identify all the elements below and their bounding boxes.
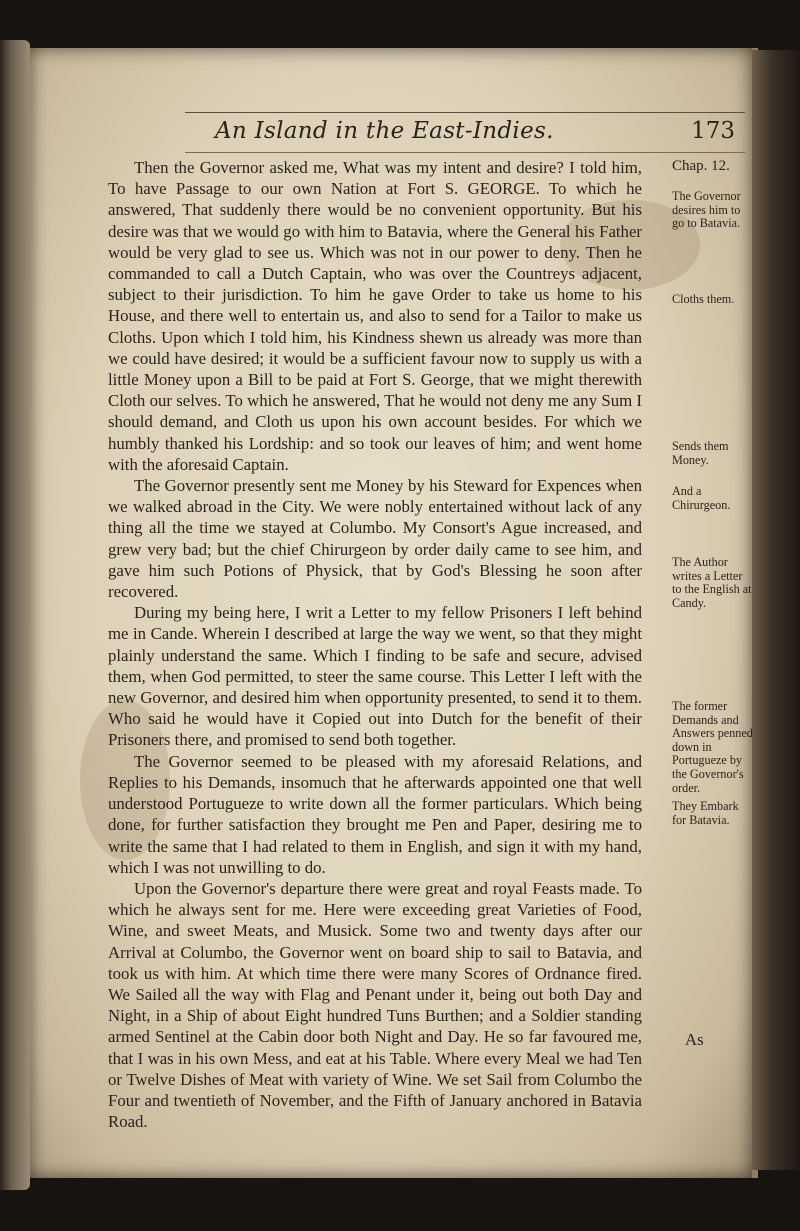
sidenote: Sends them Money. [672,439,729,467]
sidenote: The former Demands and Answers penned down in Portugueze by the Governor's order. [672,699,753,795]
page-edge-shadow [752,50,800,1170]
page-number: 173 [691,118,735,144]
body-text [108,157,642,1132]
sidenote-chapter: Chap. 12. [672,158,730,174]
sidenote: The Governor desires him to go to Batavia. [672,189,741,231]
paragraph: The Governor seemed to be pleased with my aforesaid Relations, and Replies to his Demands, insomuch that he afterwards appointed one that well understood Portugueze to write down all the former particulars. Which being done, for further satisfaction they brought me Pen and Paper, desiring me to write the same that I had related to them in English, and sign it with my hand, which I was not unwilling to do. [108,751,642,877]
paragraph: The Governor presently sent me Money by his Steward for Expences when we walked abroad in the City. We were nobly entertained without lack of any thing all the time we stayed at Columbo. My Consort's Ague increased, and grew very bad; but the chief Chirurgeon by order daily came to see him, and gave him such Potions of Physick, that by God's Blessing he soon after recovered. [108,476,642,602]
sidenote: The Author writes a Letter to the English at Candy. [672,555,752,610]
catchword: As [685,1030,704,1049]
paragraph: Upon the Governor's departure there were great and royal Feasts made. To which he always sent for me. Here were exceeding great Varieties of Food, Wine, and sweet Meats, and Musick. Some two and twenty days after our Arrival at Columbo, the Governor went on board ship to sail to Batavia, and took us with him. At which time there were many Scores of Ordnance fired. We Sailed all the way with Flag and Penant under it, being out both Day and Night, in a Ship of about Eight hundred Tuns Burthen; and a Soldier standing armed Sentinel at the Cabin door both Night and Day. He so far favoured me, that I was in his own Mess, and eat at his Table. Where every Meal we had Ten or Twelve Dishes of Meat with variety of Wine. We set Sail from Columbo the Four and twentieth of November, and the Fifth of January anchored in Batavia Road. [108,878,642,1132]
sidenote: They Embark for Batavia. [672,799,739,827]
running-head [215,118,735,152]
paragraph: During my being here, I writ a Letter to my fellow Prisoners I left behind me in Cande. Wherein I described at large the way we went, so that they might plainly understand the same. Which I finding to be safe and secure, advised them, when God permitted, to steer the same course. This Letter I left with the new Governor, and desired him when opportunity presented, to send it to them. Who said he would have it Copied out into Dutch for the benefit of their Prisoners there, and promised to send both together. [108,603,642,750]
running-title: An Island in the East-Indies. [215,118,554,144]
header-rule-top [185,112,745,113]
facing-page-edge [0,40,30,1190]
paragraph: Then the Governor asked me, What was my intent and desire? I told him, To have Passage to our own Nation at Fort S. GEORGE. To which he answered, That suddenly there would be no convenient opportunity. But his desire was that we would go with him to Batavia, where the General his Father would be very glad to see us. Which was not in our power to deny. Then he commanded to call a Dutch Captain, who was over the Countreys adjacent, subject to their jurisdiction. To him he gave Order to take us home to his House, and there well to entertain us, and also to send for a Tailor to make us Cloths. Upon which I told him, his Kindness shewn us already was more than we could have desired; it would be a sufficient favour now to supply us with a little Money upon a Bill to be paid at Fort S. George, that we might therewith Cloth our selves. To which he answered, That he would not deny me any Sum I should demand, and Cloth us upon his own account besides. For which we humbly thanked his Lordship: and so took our leaves of him; and went home with the aforesaid Captain. [108,158,642,474]
sidenote: Cloths them. [672,292,735,306]
header-rule-bottom [185,152,745,153]
sidenote: And a Chirurgeon. [672,484,731,512]
